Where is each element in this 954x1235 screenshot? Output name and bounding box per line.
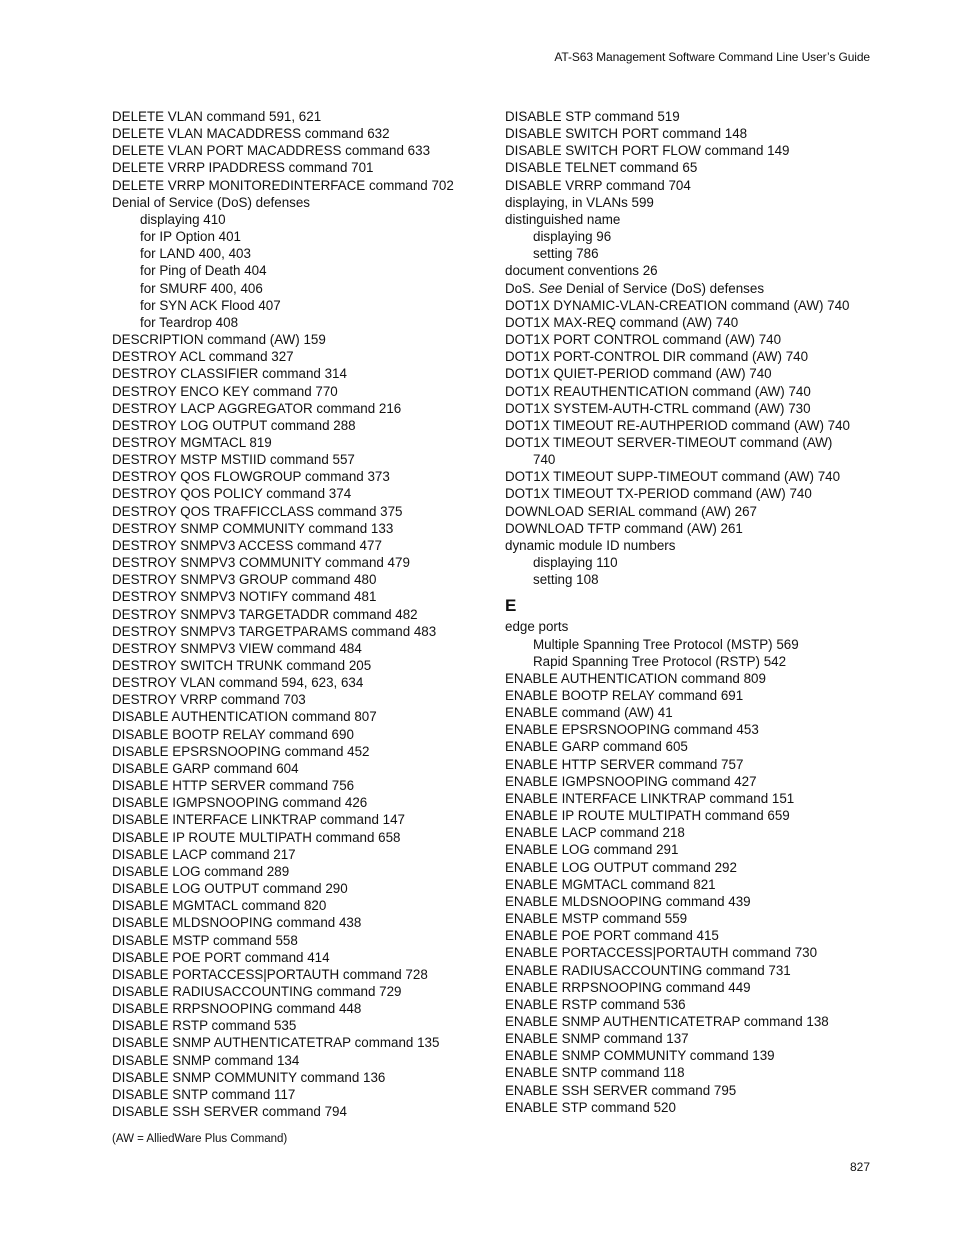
index-subentry: for SMURF 400, 406 [140,280,263,296]
index-entry: ENABLE SNMP COMMUNITY command 139 [505,1048,775,1064]
index-entry: DISABLE LOG OUTPUT command 290 [112,881,348,897]
index-entry: DOT1X DYNAMIC-VLAN-CREATION command (AW) 740 [505,297,850,313]
index-entry: DELETE VLAN MACADDRESS command 632 [112,126,390,142]
index-entry: DESTROY LACP AGGREGATOR command 216 [112,400,402,416]
index-entry: document conventions 26 [505,263,658,279]
index-entry: DISABLE LACP command 217 [112,846,296,862]
index-entry: DISABLE VRRP command 704 [505,177,691,193]
index-entry: DELETE VRRP IPADDRESS command 701 [112,160,374,176]
index-entry: DISABLE BOOTP RELAY command 690 [112,726,354,742]
index-entry: ENABLE STP command 520 [505,1099,676,1115]
index-entry: DISABLE MSTP command 558 [112,932,298,948]
index-entry: DOT1X REAUTHENTICATION command (AW) 740 [505,383,811,399]
index-entry: ENABLE RSTP command 536 [505,996,686,1012]
index-entry: ENABLE RADIUSACCOUNTING command 731 [505,962,791,978]
index-entry-dos-see [505,280,875,297]
index-entry: ENABLE LOG OUTPUT command 292 [505,859,737,875]
running-header: AT-S63 Management Software Command Line User’s Guide [554,50,870,64]
index-entry: DESTROY SNMPV3 TARGETADDR command 482 [112,606,418,622]
index-entry: DOT1X TIMEOUT RE-AUTHPERIOD command (AW) 740 [505,417,850,433]
index-column-left [112,108,492,1120]
index-entry: ENABLE SNTP command 118 [505,1065,685,1081]
index-subentry: displaying 96 [533,229,612,245]
index-entry: DISABLE SWITCH PORT command 148 [505,126,748,142]
index-entry: DESTROY VLAN command 594, 623, 634 [112,675,364,691]
index-entry: DOT1X TIMEOUT SUPP-TIMEOUT command (AW) 740 [505,469,841,485]
index-subentry: setting 108 [533,572,599,588]
index-entry: DOT1X SYSTEM-AUTH-CTRL command (AW) 730 [505,400,811,416]
index-entry: DESTROY CLASSIFIER command 314 [112,366,347,382]
index-entry: DOT1X PORT-CONTROL DIR command (AW) 740 [505,349,809,365]
index-entry: DOT1X PORT CONTROL command (AW) 740 [505,332,782,348]
index-entry: DISABLE HTTP SERVER command 756 [112,778,355,794]
index-subentry: for SYN ACK Flood 407 [140,297,281,313]
index-entry: DESTROY ENCO KEY command 770 [112,383,338,399]
index-subentry: displaying 410 [140,211,226,227]
index-entry: DESTROY MGMTACL 819 [112,434,272,450]
index-entry: edge ports [505,619,569,635]
index-column-right [505,108,875,1116]
index-entry: DOWNLOAD SERIAL command (AW) 267 [505,503,758,519]
index-entry: ENABLE PORTACCESS|PORTAUTH command 730 [505,945,818,961]
index-entry: ENABLE IP ROUTE MULTIPATH command 659 [505,808,790,824]
index-entry: DOT1X TIMEOUT TX-PERIOD command (AW) 740 [505,486,812,502]
index-entry: DESCRIPTION command (AW) 159 [112,332,326,348]
index-group-d-continued [505,108,875,280]
index-entry: DISABLE RADIUSACCOUNTING command 729 [112,983,402,999]
index-entry: DISABLE GARP command 604 [112,760,299,776]
index-entry: DESTROY SNMPV3 ACCESS command 477 [112,537,382,553]
index-entry: DOWNLOAD TFTP command (AW) 261 [505,520,743,536]
index-entry: ENABLE HTTP SERVER command 757 [505,756,744,772]
index-entry: DESTROY QOS POLICY command 374 [112,486,352,502]
see-reference: See [538,280,563,296]
index-group-d-end [505,468,875,588]
index-entry: DESTROY SNMPV3 VIEW command 484 [112,640,362,656]
index-entry: distinguished name [505,211,621,227]
index-entry: Denial of Service (DoS) defenses [112,194,310,210]
index-entry: DISABLE EPSRSNOOPING command 452 [112,743,370,759]
index-entry: dynamic module ID numbers [505,537,676,553]
index-entry: DESTROY ACL command 327 [112,349,294,365]
index-entry: DISABLE SWITCH PORT FLOW command 149 [505,143,790,159]
index-entry: ENABLE MLDSNOOPING command 439 [505,893,751,909]
index-entry: ENABLE AUTHENTICATION command 809 [505,670,766,686]
index-entry: DISABLE MGMTACL command 820 [112,898,327,914]
index-entry: DISABLE IGMPSNOOPING command 426 [112,795,368,811]
index-subentry: for Teardrop 408 [140,314,239,330]
wrapped-line-2: 740 [533,452,556,468]
index-entry: ENABLE GARP command 605 [505,739,688,755]
index-entry: DESTROY SNMPV3 GROUP command 480 [112,572,377,588]
index-entry: DISABLE SSH SERVER command 794 [112,1104,347,1120]
section-heading-e: E [505,596,517,616]
index-entry: ENABLE LACP command 218 [505,825,685,841]
index-entry: DISABLE IP ROUTE MULTIPATH command 658 [112,829,401,845]
index-entry: DISABLE SNMP COMMUNITY command 136 [112,1069,386,1085]
index-entry: DISABLE RRPSNOOPING command 448 [112,1001,362,1017]
index-subentry: displaying 110 [533,555,618,571]
index-subentry: for IP Option 401 [140,229,241,245]
index-entry: ENABLE command (AW) 41 [505,705,673,721]
index-entry: ENABLE EPSRSNOOPING command 453 [505,722,759,738]
index-group-e [505,618,875,1116]
index-entry: ENABLE POE PORT command 415 [505,928,719,944]
index-entry: DISABLE SNMP command 134 [112,1052,300,1068]
index-entry: DISABLE INTERFACE LINKTRAP command 147 [112,812,405,828]
index-entry: ENABLE IGMPSNOOPING command 427 [505,773,757,789]
index-subentry: setting 786 [533,246,599,262]
index-entry: DESTROY QOS FLOWGROUP command 373 [112,469,390,485]
index-group-dot1x [505,297,875,434]
index-entry: ENABLE BOOTP RELAY command 691 [505,688,744,703]
index-subentry: Multiple Spanning Tree Protocol (MSTP) 569 [533,636,799,652]
index-entry: DISABLE SNMP AUTHENTICATETRAP command 135 [112,1035,440,1051]
index-entry: DESTROY SWITCH TRUNK command 205 [112,658,372,673]
index-entry: DISABLE RSTP command 535 [112,1018,297,1034]
index-entry: DELETE VLAN command 591, 621 [112,109,322,124]
see-target: Denial of Service (DoS) defenses [562,280,765,296]
index-entry: DISABLE SNTP command 117 [112,1086,296,1102]
index-entry: DOT1X QUIET-PERIOD command (AW) 740 [505,366,772,382]
index-entry: DESTROY MSTP MSTIID command 557 [112,452,355,468]
index-entry: ENABLE LOG command 291 [505,842,679,858]
index-entry-wrapped [505,434,875,468]
index-entry: DISABLE POE PORT command 414 [112,949,330,965]
page-number: 827 [849,1160,870,1174]
wrapped-line-1: DOT1X TIMEOUT SERVER-TIMEOUT command (AW) [505,434,833,450]
index-entry: DOT1X MAX-REQ command (AW) 740 [505,314,739,330]
index-entry: DESTROY SNMPV3 COMMUNITY command 479 [112,555,410,571]
index-entry: DESTROY QOS TRAFFICCLASS command 375 [112,503,403,519]
index-subentry: for LAND 400, 403 [140,246,251,262]
index-entry: DISABLE AUTHENTICATION command 807 [112,709,377,725]
index-subentry: Rapid Spanning Tree Protocol (RSTP) 542 [533,653,787,669]
dos-prefix: DoS. [505,280,539,296]
index-entry: DISABLE STP command 519 [505,109,680,124]
index-entry: ENABLE SNMP AUTHENTICATETRAP command 138 [505,1013,829,1029]
footnote: (AW = AlliedWare Plus Command) [112,1133,288,1145]
index-entry: ENABLE INTERFACE LINKTRAP command 151 [505,790,795,806]
index-entry: ENABLE MSTP command 559 [505,911,688,927]
index-entry: ENABLE SSH SERVER command 795 [505,1082,737,1098]
index-entry: DESTROY SNMP COMMUNITY command 133 [112,520,394,536]
index-entry: DELETE VRRP MONITOREDINTERFACE command 702 [112,177,454,193]
index-entry: DISABLE PORTACCESS|PORTAUTH command 728 [112,966,428,982]
index-entry: DISABLE LOG command 289 [112,863,290,879]
index-entry: ENABLE SNMP command 137 [505,1031,689,1047]
index-entry: DISABLE MLDSNOOPING command 438 [112,915,362,931]
index-entry: DELETE VLAN PORT MACADDRESS command 633 [112,143,431,159]
index-entry: ENABLE MGMTACL command 821 [505,876,716,892]
index-entry: ENABLE RRPSNOOPING command 449 [505,979,751,995]
index-entry: DISABLE TELNET command 65 [505,160,698,176]
index-entry: DESTROY VRRP command 703 [112,692,306,708]
index-subentry: for Ping of Death 404 [140,263,267,279]
index-entry: DESTROY SNMPV3 TARGETPARAMS command 483 [112,623,437,639]
index-entry: DESTROY LOG OUTPUT command 288 [112,417,356,433]
index-entry: displaying, in VLANs 599 [505,194,654,210]
index-entry: DESTROY SNMPV3 NOTIFY command 481 [112,589,377,605]
